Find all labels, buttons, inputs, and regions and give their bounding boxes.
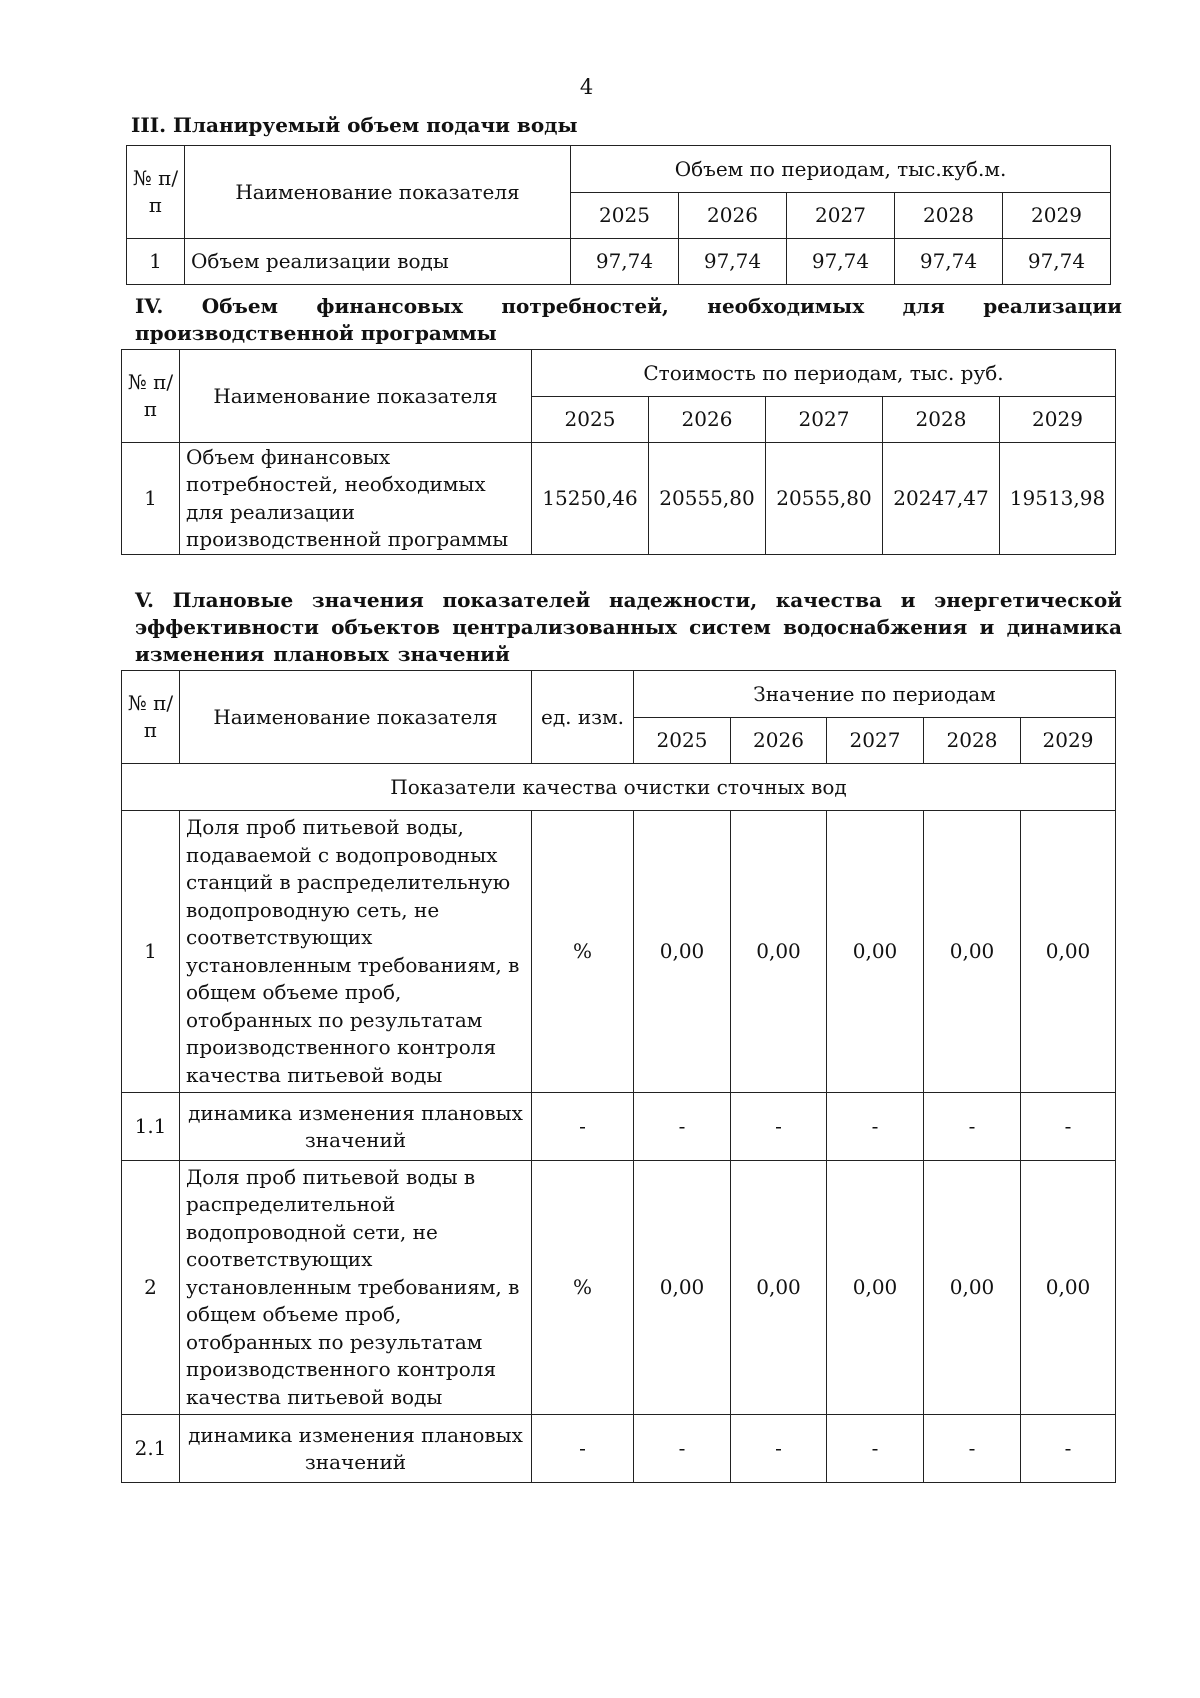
row-unit: - bbox=[532, 1415, 634, 1483]
reliability-quality-table bbox=[121, 670, 1116, 1483]
row-name: Объем реализации воды bbox=[185, 239, 571, 285]
header-period-group: Значение по периодам bbox=[634, 671, 1116, 718]
row-name: Объем финансовых потребностей, необходимых для реализации производственной программы bbox=[180, 443, 532, 555]
row-value: - bbox=[827, 1093, 924, 1161]
row-value: - bbox=[634, 1093, 731, 1161]
row-name: динамика изменения плановых значений bbox=[180, 1093, 532, 1161]
row-value: 0,00 bbox=[731, 811, 827, 1093]
section-4-title: IV. Объем финансовых потребностей, необходимых для реализации производственной программы bbox=[135, 294, 1122, 345]
header-year: 2027 bbox=[766, 397, 883, 443]
row-value: 0,00 bbox=[731, 1161, 827, 1415]
row-value: - bbox=[1021, 1415, 1116, 1483]
row-num: 1 bbox=[127, 239, 185, 285]
header-name: Наименование показателя bbox=[180, 350, 532, 443]
header-year: 2029 bbox=[1021, 718, 1116, 764]
financial-needs-table bbox=[121, 349, 1116, 555]
table-row bbox=[122, 1093, 1116, 1161]
table-row bbox=[127, 239, 1111, 285]
row-value: 20247,47 bbox=[883, 443, 1000, 555]
row-num: 1 bbox=[122, 811, 180, 1093]
header-year: 2029 bbox=[1000, 397, 1116, 443]
row-value: - bbox=[634, 1415, 731, 1483]
row-name: динамика изменения плановых значений bbox=[180, 1415, 532, 1483]
header-year: 2029 bbox=[1003, 193, 1111, 239]
row-value: 97,74 bbox=[787, 239, 895, 285]
header-year: 2028 bbox=[895, 193, 1003, 239]
row-value: 0,00 bbox=[924, 1161, 1021, 1415]
row-value: - bbox=[924, 1093, 1021, 1161]
row-value: 0,00 bbox=[924, 811, 1021, 1093]
row-name: Доля проб питьевой воды в распределительной водопроводной сети, не соответствующих установленным требованиям, в общем объеме проб, отобранных по результатам производственного контроля качества питьевой воды bbox=[180, 1161, 532, 1415]
row-value: 20555,80 bbox=[766, 443, 883, 555]
row-value: 20555,80 bbox=[649, 443, 766, 555]
header-name: Наименование показателя bbox=[185, 146, 571, 239]
row-value: - bbox=[731, 1093, 827, 1161]
row-value: 97,74 bbox=[895, 239, 1003, 285]
table-row bbox=[122, 1161, 1116, 1415]
header-year: 2028 bbox=[924, 718, 1021, 764]
row-unit: % bbox=[532, 811, 634, 1093]
row-value: 0,00 bbox=[634, 811, 731, 1093]
row-num: 1.1 bbox=[122, 1093, 180, 1161]
section-5-title: V. Плановые значения показателей надежности, качества и энергетической эффективности объектов централизованных систем водоснабжения и динамика изменения плановых значений bbox=[135, 588, 1122, 666]
table-row bbox=[122, 443, 1116, 555]
row-num: 1 bbox=[122, 443, 180, 555]
header-year: 2026 bbox=[649, 397, 766, 443]
row-name: Доля проб питьевой воды, подаваемой с водопроводных станций в распределительную водопроводную сеть, не соответствующих установленным требованиям, в общем объеме проб, отобранных по результатам производственного контроля качества питьевой воды bbox=[180, 811, 532, 1093]
table-subheader: Показатели качества очистки сточных вод bbox=[122, 764, 1116, 811]
row-value: 19513,98 bbox=[1000, 443, 1116, 555]
table-row bbox=[122, 1415, 1116, 1483]
row-value: - bbox=[731, 1415, 827, 1483]
header-year: 2027 bbox=[787, 193, 895, 239]
row-value: 0,00 bbox=[827, 811, 924, 1093]
header-unit: ед. изм. bbox=[532, 671, 634, 764]
header-year: 2025 bbox=[634, 718, 731, 764]
row-value: 15250,46 bbox=[532, 443, 649, 555]
section-3-title: III. Планируемый объем подачи воды bbox=[131, 113, 578, 137]
row-unit: - bbox=[532, 1093, 634, 1161]
row-value: 0,00 bbox=[634, 1161, 731, 1415]
header-num: № п/п bbox=[122, 671, 180, 764]
header-year: 2026 bbox=[679, 193, 787, 239]
row-value: 97,74 bbox=[1003, 239, 1111, 285]
row-value: - bbox=[827, 1415, 924, 1483]
row-value: 0,00 bbox=[827, 1161, 924, 1415]
header-year: 2028 bbox=[883, 397, 1000, 443]
water-supply-volume-table bbox=[126, 145, 1111, 285]
row-value: 0,00 bbox=[1021, 811, 1116, 1093]
table-row bbox=[122, 811, 1116, 1093]
row-value: 97,74 bbox=[679, 239, 787, 285]
row-unit: % bbox=[532, 1161, 634, 1415]
row-value: - bbox=[924, 1415, 1021, 1483]
header-period-group: Стоимость по периодам, тыс. руб. bbox=[532, 350, 1116, 397]
page-number: 4 bbox=[579, 75, 594, 99]
header-year: 2026 bbox=[731, 718, 827, 764]
row-value: 97,74 bbox=[571, 239, 679, 285]
header-name: Наименование показателя bbox=[180, 671, 532, 764]
header-year: 2027 bbox=[827, 718, 924, 764]
row-value: 0,00 bbox=[1021, 1161, 1116, 1415]
row-num: 2.1 bbox=[122, 1415, 180, 1483]
header-num: № п/п bbox=[127, 146, 185, 239]
row-num: 2 bbox=[122, 1161, 180, 1415]
header-num: № п/п bbox=[122, 350, 180, 443]
row-value: - bbox=[1021, 1093, 1116, 1161]
header-year: 2025 bbox=[571, 193, 679, 239]
header-period-group: Объем по периодам, тыс.куб.м. bbox=[571, 146, 1111, 193]
header-year: 2025 bbox=[532, 397, 649, 443]
